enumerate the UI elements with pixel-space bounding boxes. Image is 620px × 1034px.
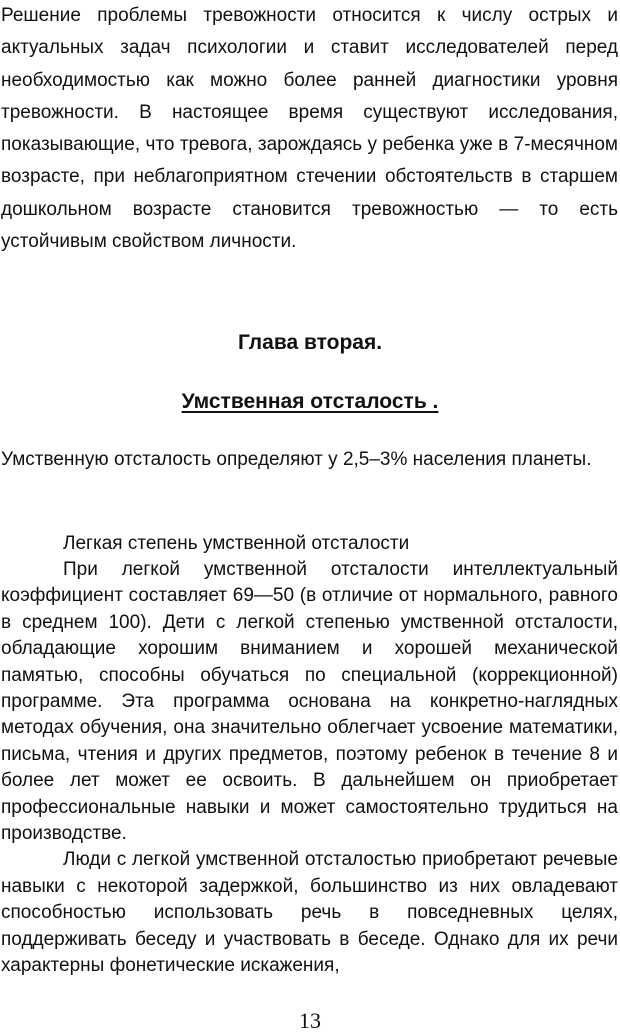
chapter-title: Умственная отсталость . <box>181 390 439 413</box>
intro-paragraph: Решение проблемы тревожности относится к числу острых и актуальных задач психологии и ставит исследователей перед необходимостью как можно более ранней диагностики уровня тревожности. В настоящее время существуют исследования, показывающие, что тревога, зарождаясь у ребенка уже в 7-месячном возрасте, при неблагоприятном стечении обстоятельств в старшем дошкольном возрасте становится тревожностью — то есть устойчивым свойством личности. <box>1 5 618 253</box>
chapter-label: Глава вторая. <box>237 331 383 354</box>
body-paragraph: Люди с легкой умственной отсталостью приобретают речевые навыки с некоторой задержкой, большинство из них овладевают способностью использовать речь в повседневных целях, поддерживать беседу и участвовать в беседе. Однако для их речи характерны фонетические искажения, <box>1 849 618 977</box>
body-paragraph: При легкой умственной отсталости интеллектуальный коэффициент составляет 69—50 (в отличие от нормального, равного в среднем 100). Дети с легкой степенью умственной отсталости, обладающие хорошим вниманием и хорошей механической памятью, способны обучаться по специальной (коррекционной) программе. Эта программа основана на конкретно-наглядных методах обучения, она значительно облегчает усвоение математики, письма, чтения и других предметов, поэтому ребенок в течение 8 и более лет может ее освоить. В дальнейшем он приобретает профессиональные навыки и может самостоятельно трудиться на производстве. <box>1 559 618 845</box>
section-subheading: Легкая степень умственной отсталости <box>63 533 410 554</box>
lead-paragraph: Умственную отсталость определяют у 2,5–3% населения планеты. <box>1 449 592 470</box>
body-text <box>1 557 618 980</box>
page-number: 13 <box>299 1008 321 1033</box>
